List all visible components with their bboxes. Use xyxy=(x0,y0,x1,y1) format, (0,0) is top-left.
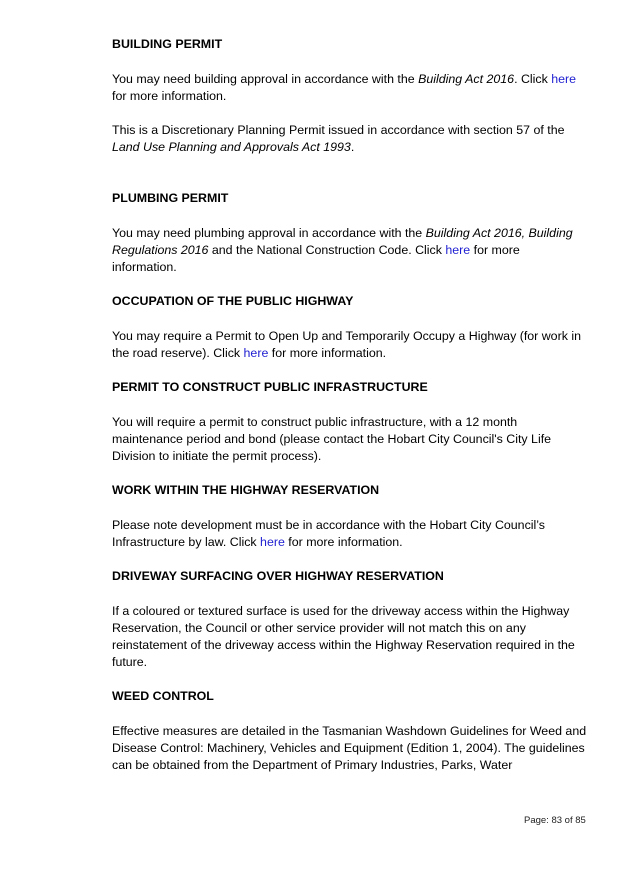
driveway-paragraph: If a coloured or textured surface is used for the driveway access within the Highway Reservation, the Council or other service provider will not match this on any reinstatement of the driveway access within the Highway Reservation required in the future. xyxy=(112,604,575,669)
heading-driveway-surfacing: DRIVEWAY SURFACING OVER HIGHWAY RESERVATION xyxy=(112,569,444,583)
land-use-act-citation: Land Use Planning and Approvals Act 1993 xyxy=(112,140,351,154)
building-regulations-citation: Building Regulations 2016 xyxy=(112,226,573,257)
infrastructure-paragraph: You will require a permit to construct public infrastructure, with a 12 month maintenance period and bond (please contact the Hobart City Council's City Life Division to initiate the permit process). xyxy=(112,415,552,463)
occupation-here-link[interactable]: here xyxy=(243,346,269,360)
heading-highway-reservation-work: WORK WITHIN THE HIGHWAY RESERVATION xyxy=(112,483,380,497)
building-act-citation-2: Building Act 2016 xyxy=(425,226,522,240)
building-act-citation: Building Act 2016 xyxy=(418,72,515,86)
highway-work-here-link[interactable]: here xyxy=(260,535,285,549)
weed-control-paragraph: Effective measures are detailed in the Tasmanian Washdown Guidelines for Weed and Disease Control: Machinery, Vehicles and Equipment (Edition 1, 2004). The guidelines can be obtained from the Department of Primary Industries, Parks, Water xyxy=(112,724,587,772)
heading-building-permit: BUILDING PERMIT xyxy=(112,37,223,51)
highway-work-paragraph: Please note development must be in accordance with the Hobart City Council’s Infrastructure by law. Click here for more information. xyxy=(112,518,545,549)
building-permit-paragraph-1: You may need building approval in accordance with the Building Act 2016. Click here for more information. xyxy=(112,72,577,103)
page-content xyxy=(112,36,587,774)
heading-occupation-public-highway: OCCUPATION OF THE PUBLIC HIGHWAY xyxy=(112,294,354,308)
heading-public-infrastructure: PERMIT TO CONSTRUCT PUBLIC INFRASTRUCTURE xyxy=(112,380,428,394)
plumbing-permit-paragraph: You may need plumbing approval in accordance with the Building Act 2016, Building Regulations 2016 and the National Construction Code. Click here for more information. xyxy=(112,226,573,274)
occupation-paragraph: You may require a Permit to Open Up and Temporarily Occupy a Highway (for work in the road reserve). Click here for more information. xyxy=(112,329,581,360)
heading-plumbing-permit: PLUMBING PERMIT xyxy=(112,191,229,205)
plumbing-permit-here-link[interactable]: here xyxy=(445,243,471,257)
page-number: Page: 83 of 85 xyxy=(524,815,586,826)
heading-weed-control: WEED CONTROL xyxy=(112,689,214,703)
building-permit-here-link[interactable]: here xyxy=(551,72,577,86)
building-permit-paragraph-2: This is a Discretionary Planning Permit issued in accordance with section 57 of the Land Use Planning and Approvals Act 1993. xyxy=(112,123,565,154)
